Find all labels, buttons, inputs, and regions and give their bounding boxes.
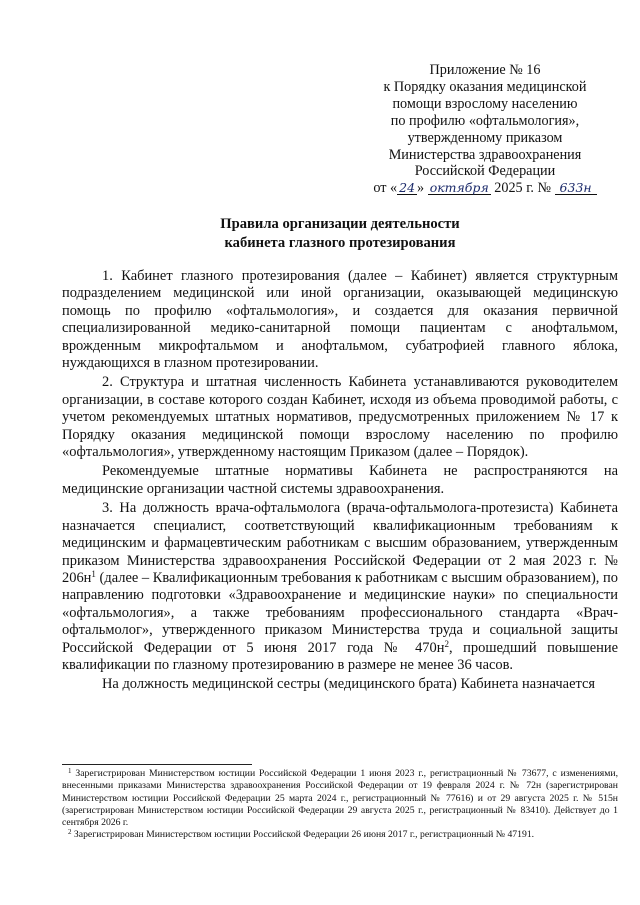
appendix-line: по профилю «офтальмология», xyxy=(390,112,580,129)
footnote-text: Зарегистрирован Министерством юстиции Российской Федерации 1 июня 2023 г., регистрационный № 73677, с изменениями, внесенными приказами Министерства здравоохранения Российской Федерации от 19 февраля 2024 г. № 72н (зарегистрирован Министерством юстиции Российской Федерации 25 марта 2024 г., регистрационный № 77616) и от 29 августа 2025 г. № 515н (зарегистрирован Министерством юстиции Российской Федерации 29 августа 2025 г., регистрационный № 83410). Действует до 1 сентября 2026 г. xyxy=(62,768,618,829)
appendix-line: Министерства здравоохранения xyxy=(388,146,582,163)
footnote-text: Зарегистрирован Министерством юстиции Российской Федерации 26 июня 2017 г., регистрационный № 47191. xyxy=(71,829,535,841)
title-line: кабинета глазного протезирования xyxy=(224,235,456,251)
date-year: 2025 г. № xyxy=(494,180,552,197)
footnote-ref: 2 xyxy=(444,638,449,649)
paragraph-4-text: (далее – Квалификационным требования к работникам с высшим образованием), по направлению подготовки «Здравоохранение и медицинские науки» по специальности «офтальмология», а также требованиям профессионального стандарта «Врач-офтальмолог», утвержденного приказом Министерства труда и социальной защиты Российской Федерации от 5 июня 2017 года № 470н xyxy=(62,569,618,656)
paragraph-4-text: 3. На должность врача-офтальмолога (врача-офтальмолога-протезиста) Кабинета назначается специалист, соответствующий квалификационным требованиям к медицинским и фармацевтическим работникам с высшим образованием, утвержденным приказом Министерства здравоохранения Российской Федерации от 2 мая 2023 г. № 206н xyxy=(62,500,618,586)
handwritten-order-number: 633н xyxy=(555,182,597,195)
footnote-mark: 2 xyxy=(68,828,72,837)
paragraph-3: Рекомендуемые штатные нормативы Кабинета не распространяются на медицинские организации частной системы здравоохранения. xyxy=(62,463,618,497)
appendix-line: Российской Федерации xyxy=(414,163,556,180)
paragraph-5: На должность медицинской сестры (медицинского брата) Кабинета назначается xyxy=(102,676,596,693)
order-date-line xyxy=(360,180,610,197)
document-body xyxy=(62,268,618,696)
footnote-ref: 1 xyxy=(91,568,96,579)
appendix-header xyxy=(360,62,610,197)
title-line: Правила организации деятельности xyxy=(220,216,460,232)
date-quote: » xyxy=(417,180,425,197)
footnote-2 xyxy=(62,829,618,841)
footnote-divider xyxy=(62,764,252,765)
document-title xyxy=(60,215,620,253)
handwritten-month: октября xyxy=(429,180,489,196)
footnote-1 xyxy=(62,768,618,829)
handwritten-day: 24 xyxy=(399,180,416,196)
appendix-line: к Порядку оказания медицинской xyxy=(383,78,587,95)
appendix-number: Приложение № 16 xyxy=(429,62,541,78)
paragraph-1: 1. Кабинет глазного протезирования (далее – Кабинет) является структурным подразделением медицинской или иной организации, оказывающей медицинскую помощь по профилю «офтальмология», и создается для оказания первичной специализированной медико-санитарной помощи пациентам с анофтальмом, врожденным микрофтальмом и анофтальмом, субатрофией главного яблока, нуждающихся в глазном протезировании. xyxy=(62,268,618,372)
footnote-mark: 1 xyxy=(68,767,72,775)
footnotes xyxy=(62,768,618,842)
paragraph-4 xyxy=(62,500,618,674)
appendix-line: помощи взрослому населению xyxy=(392,95,578,112)
paragraph-2: 2. Структура и штатная численность Кабинета устанавливаются руководителем организации, в составе которого создан Кабинет, исходя из объема проводимой работы, с учетом рекомендуемых штатных нормативов, предусмотренных приложением № 17 к Порядку оказания медицинской помощи взрослому населению по профилю «офтальмология», утвержденному настоящим Приказом (далее – Порядок). xyxy=(62,374,618,461)
appendix-line: утвержденному приказом xyxy=(407,129,563,146)
paragraph-4-text: , прошедший повышение квалификации по глазному протезированию в размере не менее 36 часов. xyxy=(62,639,619,673)
date-prefix: от « xyxy=(373,180,398,197)
